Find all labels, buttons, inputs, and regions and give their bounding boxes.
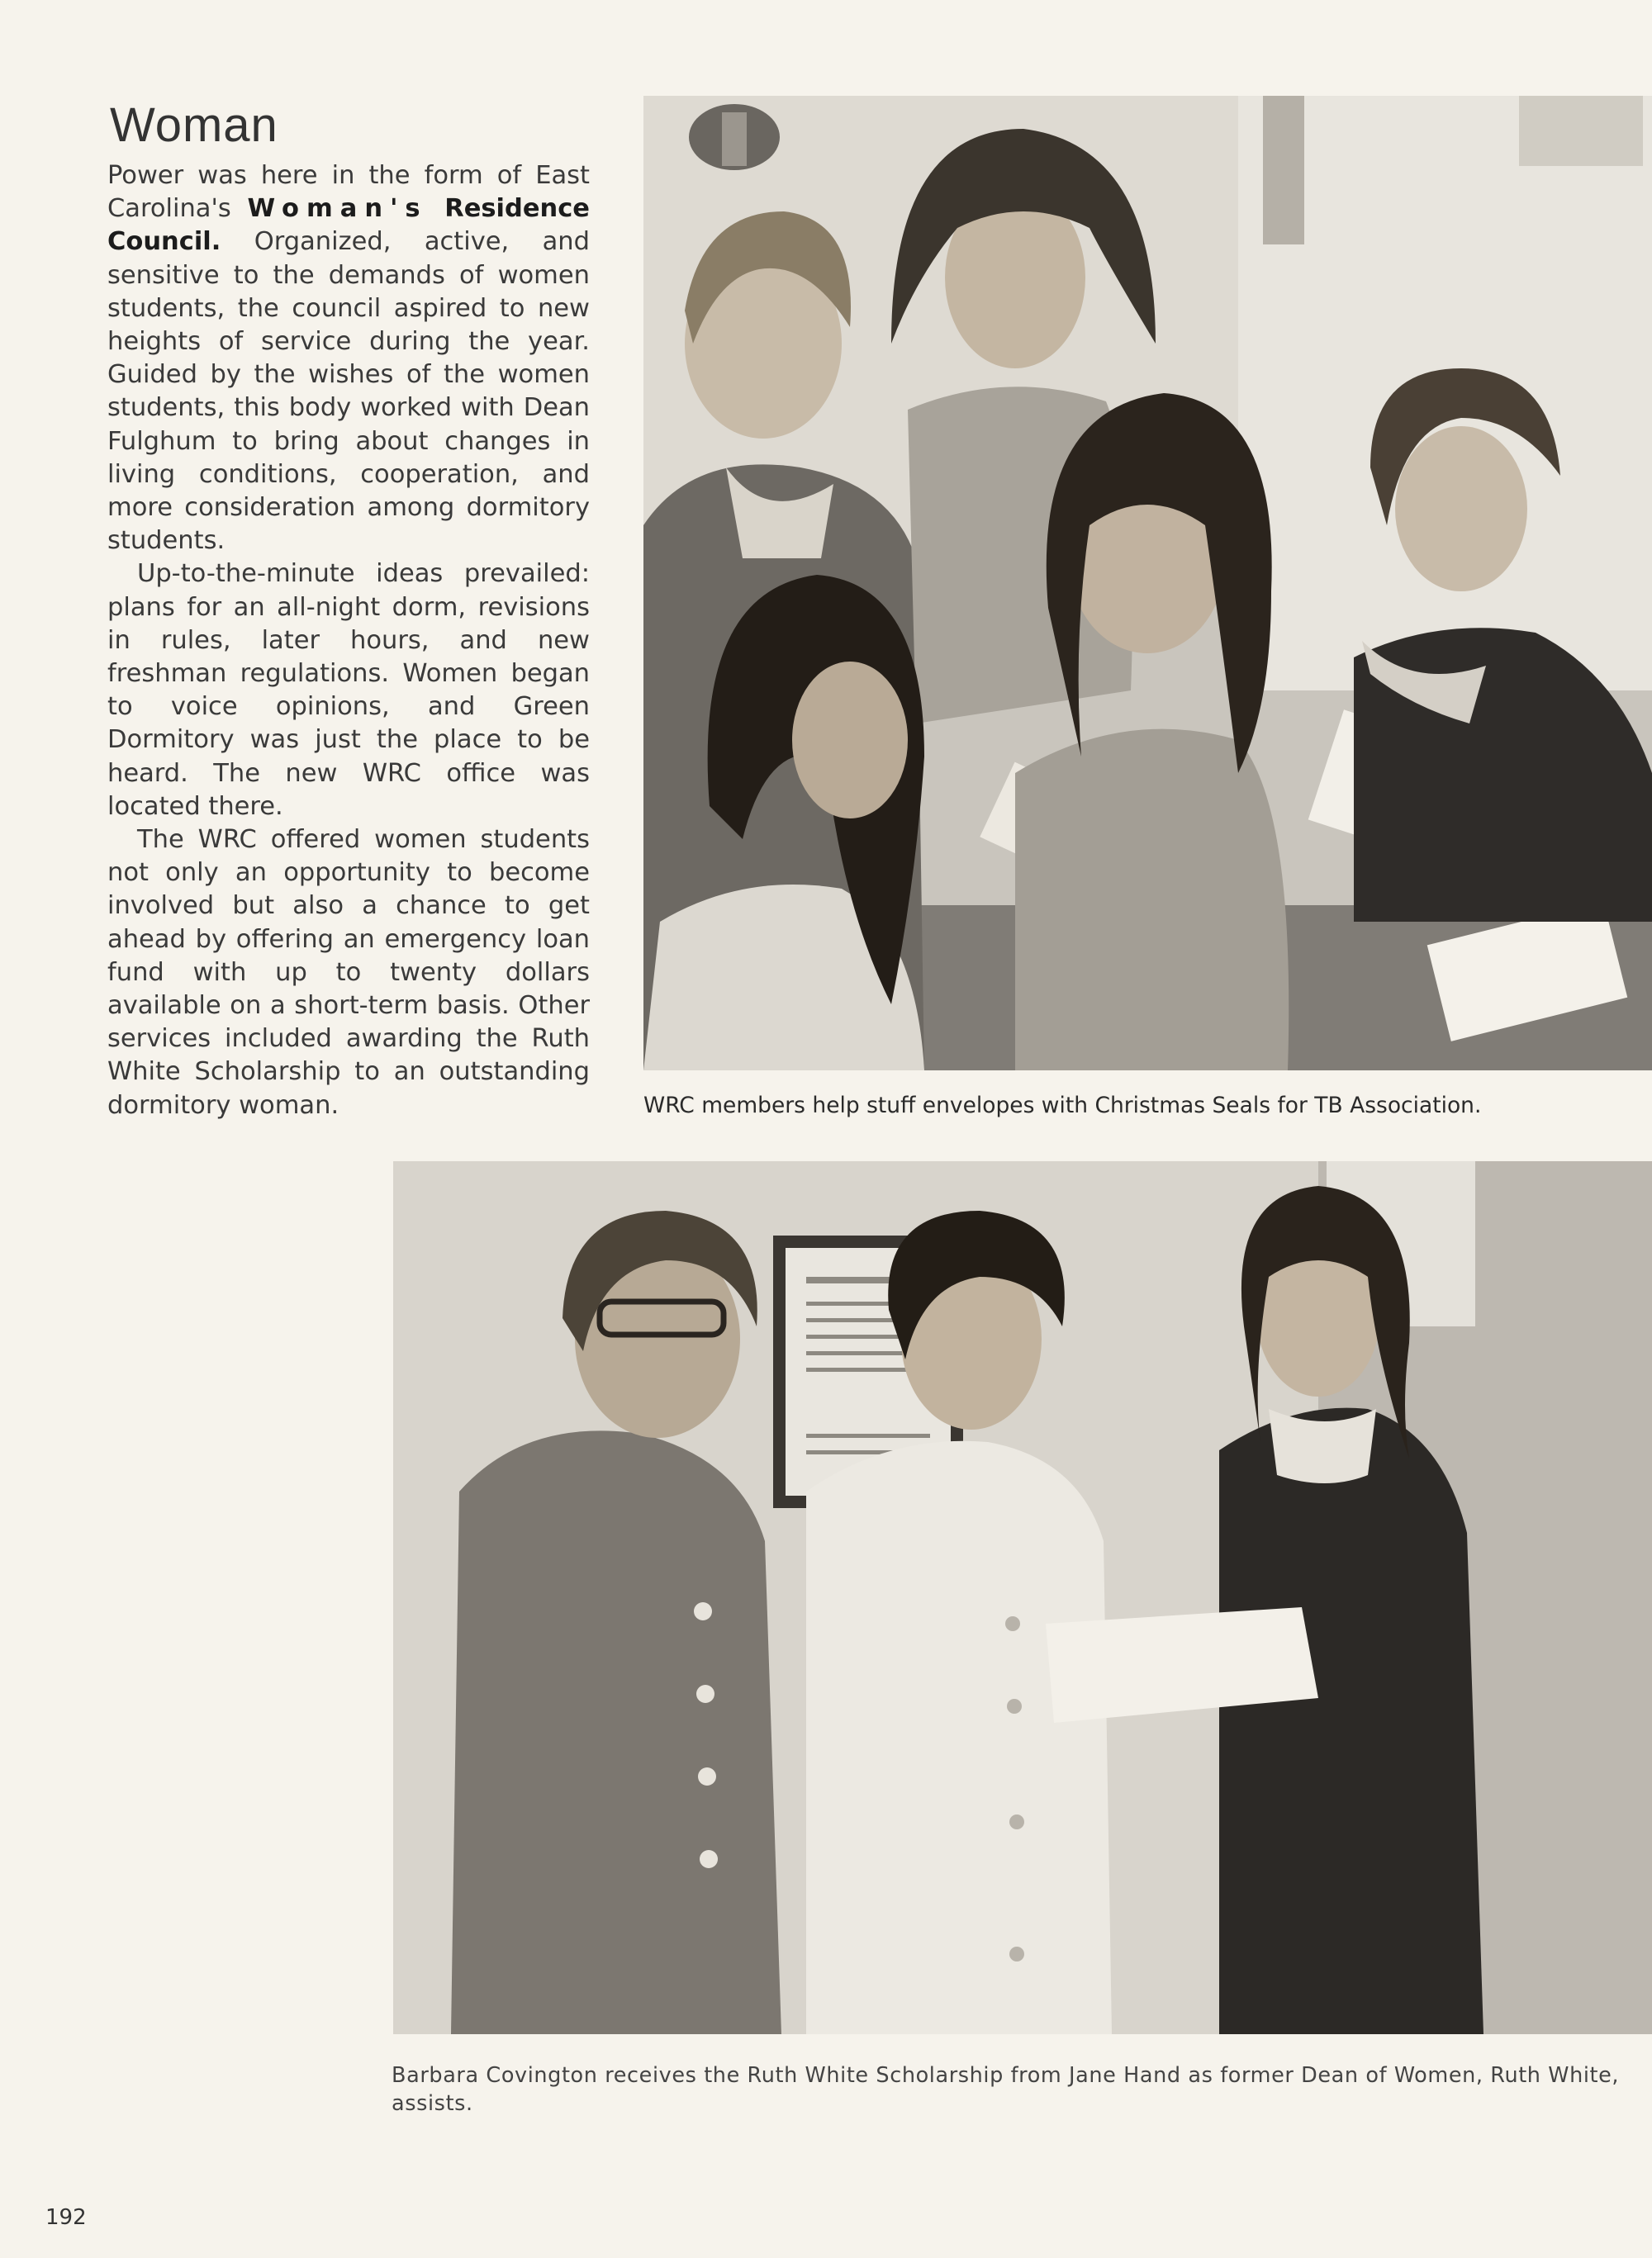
council-name-spaced: Woman's	[247, 194, 428, 224]
bottom-photo-caption: Barbara Covington receives the Ruth White Scholarship from Jane Hand as former Dean of Women, Ruth White, assists.	[392, 2063, 1620, 2116]
page-number: 192	[45, 2205, 87, 2230]
scholarship-photo	[393, 1161, 1652, 2034]
article-heading: Woman	[110, 98, 278, 152]
council-name-rest: Residence Council.	[107, 194, 590, 257]
wrc-members-photo	[643, 96, 1652, 1070]
article-paragraph-2: Up-to-the-minute ideas prevailed: plans for an all-night dorm, revisions in rules, later hours, and new freshman regulations. Women began to voice opinions, and Green Dormitory was just the place to be heard. The new WRC office was located there.	[107, 559, 590, 821]
top-photo-caption: WRC members help stuff envelopes with Christmas Seals for TB Association.	[643, 1093, 1482, 1118]
article-body	[107, 159, 590, 1122]
article-paragraph-1	[107, 159, 590, 557]
scholarship-photo-graphic	[393, 1161, 1652, 2034]
wrc-members-photo-graphic	[643, 96, 1652, 1070]
paragraph-1-intro: Power was here in the form of East Carolina's	[107, 161, 590, 224]
article-paragraph-3: The WRC offered women students not only an opportunity to become involved but also a chance to get ahead by offering an emergency loan fund with up to twenty dollars available on a short-term basis. Other services included awarding the Ruth White Scholarship to an outstanding dormitory woman.	[107, 825, 590, 1120]
paragraph-1-body: Organized, active, and sensitive to the demands of women students, the council aspired to new heights of service during the year. Guided by the wishes of the women students, this body worked with Dean Fulghum to bring about changes in living conditions, cooperation, and more consideration among dormitory students.	[107, 227, 590, 556]
